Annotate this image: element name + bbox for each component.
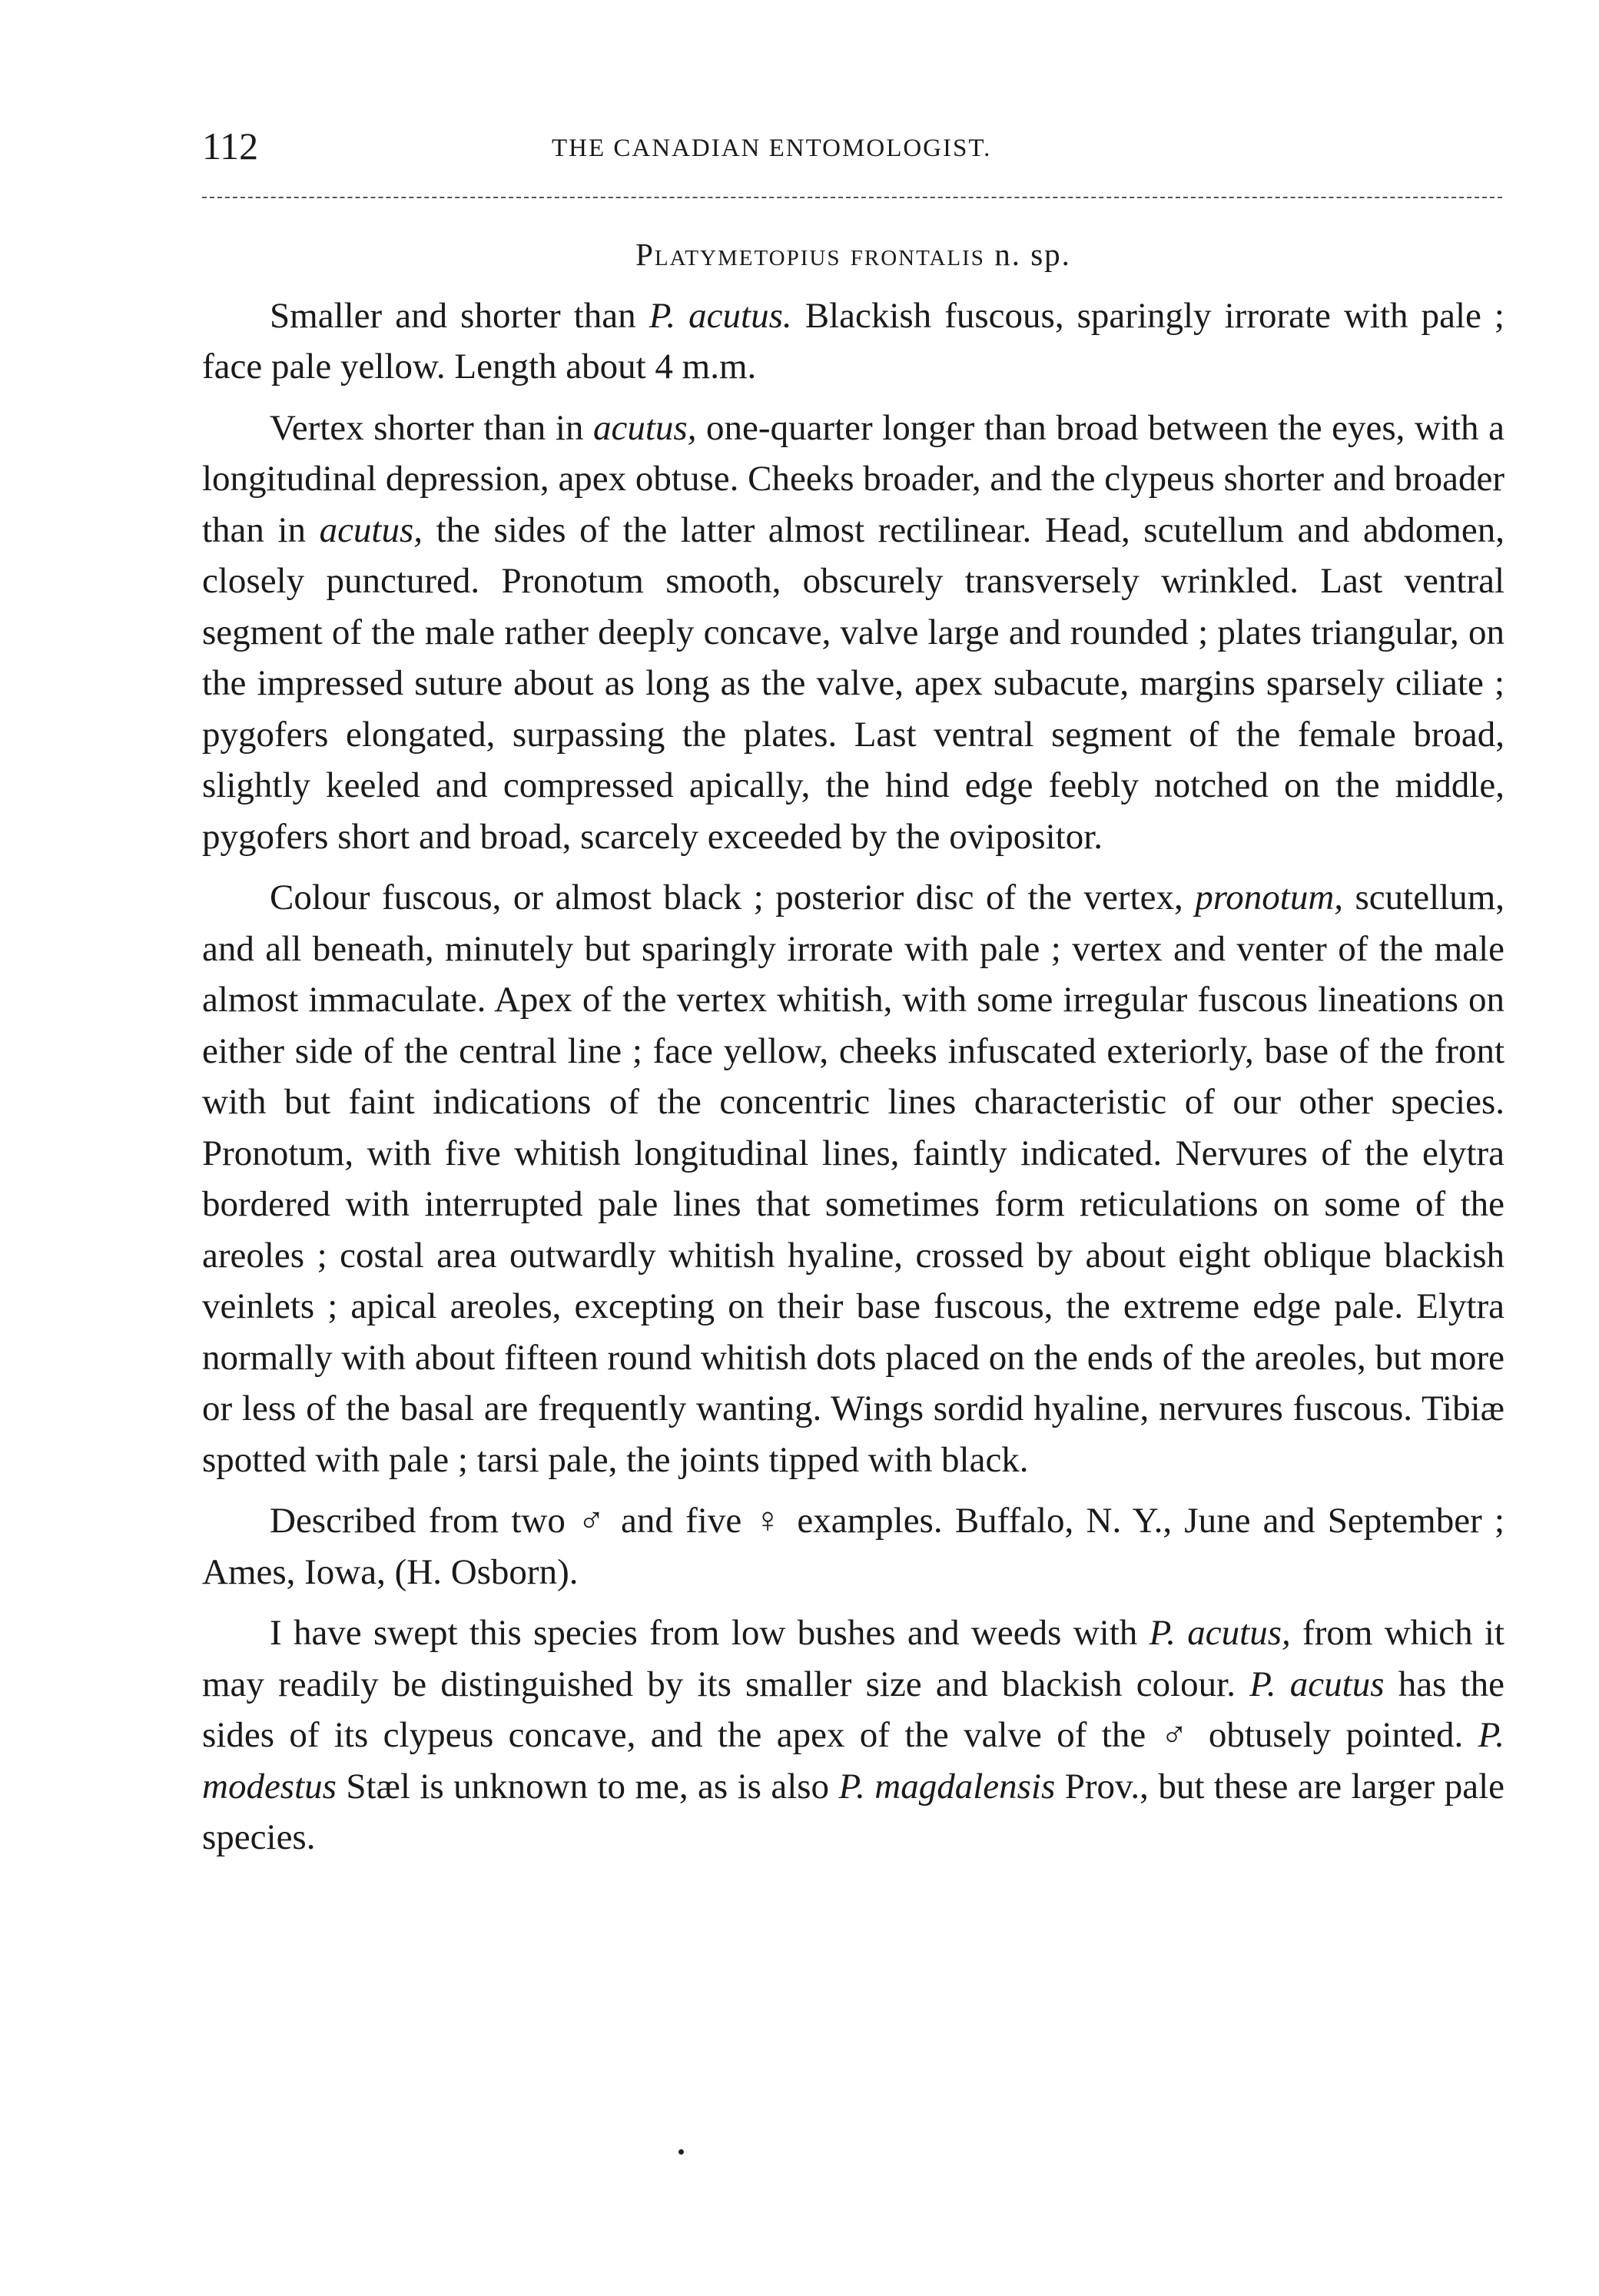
text-run: Prov., but these are larger pale species. <box>202 1766 1504 1857</box>
species-name: Platymetopius frontalis <box>635 237 985 272</box>
species-reference: P. acutus. <box>649 295 792 336</box>
species-heading <box>202 229 1504 280</box>
text-run: Stæl is unknown to me, as is also <box>336 1766 839 1807</box>
print-mark <box>678 2149 684 2155</box>
text-run: Smaller and shorter than <box>270 295 649 336</box>
text-run: I have swept this species from low bushes and weeds with <box>270 1613 1149 1653</box>
female-symbol-icon: ♀ <box>754 1501 785 1541</box>
text-run: obtusely pointed. <box>1193 1715 1478 1755</box>
male-symbol-icon: ♂ <box>578 1501 609 1541</box>
text-run: from which it may readily be distinguished by its smaller size and blackish colour. <box>202 1613 1504 1704</box>
male-symbol-icon: ♂ <box>1160 1715 1194 1755</box>
species-reference: P. modestus <box>202 1715 1505 1807</box>
paragraph-structure <box>202 403 1504 863</box>
text-run: one-quarter longer than broad between the eyes, with a longitudinal depression, apex obtuse. Cheeks broader, and the clypeus shorter and broader than in <box>202 407 1505 550</box>
text-run: examples. Buffalo, N. Y., June and September ; Ames, Iowa, (H. Osborn). <box>202 1501 1505 1592</box>
species-reference: acutus, <box>319 509 423 550</box>
species-reference: P. acutus, <box>1149 1613 1291 1653</box>
text-run: Vertex shorter than in <box>270 407 593 448</box>
species-reference: P. magdalensis <box>838 1766 1056 1807</box>
species-tag: n. sp. <box>994 237 1071 272</box>
text-run: the sides of the latter almost rectilinear. Head, scutellum and abdomen, closely punctured. Pronotum smooth, obscurely transversely wrinkled. Last ventral segment of the male rather deeply concave, valve large and rounded ; plates triangular, on the impressed suture about as long as the valve, apex subacute, margins sparsely ciliate ; pygofers elongated, surpassing the plates. Last ventral segment of the female broad, slightly keeled and compressed apically, the hind edge feebly notched on the middle, pygofers short and broad, scarcely exceeded by the ovipositor. <box>202 509 1505 857</box>
text-run: and five <box>608 1501 755 1541</box>
species-reference: acutus, <box>593 407 697 448</box>
text-run: Blackish fuscous, sparingly irrorate with pale ; face pale yellow. Length about 4 m.m. <box>202 295 1504 387</box>
paragraph-specimens <box>202 1495 1504 1598</box>
paragraph-remarks <box>202 1608 1504 1863</box>
header-divider <box>202 197 1502 198</box>
species-reference: P. acutus <box>1249 1664 1385 1704</box>
page-number: 112 <box>202 124 259 168</box>
text-run: Colour fuscous, or almost black ; posterior disc of the vertex, <box>270 878 1196 917</box>
italic-term: pronotum, <box>1195 878 1344 917</box>
text-run: Described from two <box>270 1501 579 1541</box>
page-header <box>202 123 1508 169</box>
article-body <box>202 229 1504 1863</box>
text-run: scutellum, and all beneath, minutely but sparingly irrorate with pale ; vertex and venter of the male almost immaculate. Apex of the vertex whitish, with some irregular fuscous lineations on either side of the central line ; face yellow, cheeks infuscated exteriorly, base of the front with but faint indications of the concentric lines characteristic of our other species. Pronotum, with five whitish longitudinal lines, faintly indicated. Nervures of the elytra bordered with interrupted pale lines that sometimes form reticulations on some of the areoles ; costal area outwardly whitish hyaline, crossed by about eight oblique blackish veinlets ; apical areoles, excepting on their base fuscous, the extreme edge pale. Elytra normally with about fifteen round whitish dots placed on the ends of the areoles, but more or less of the basal are frequently wanting. Wings sordid hyaline, nervures fuscous. Tibiæ spotted with pale ; tarsi pale, the joints tipped with black. <box>202 878 1505 1480</box>
paragraph-diagnosis <box>202 290 1504 393</box>
text-run: has the sides of its clypeus concave, and the apex of the valve of the <box>202 1664 1504 1755</box>
running-title: THE CANADIAN ENTOMOLOGIST. <box>552 134 992 162</box>
paragraph-colour <box>202 872 1504 1485</box>
